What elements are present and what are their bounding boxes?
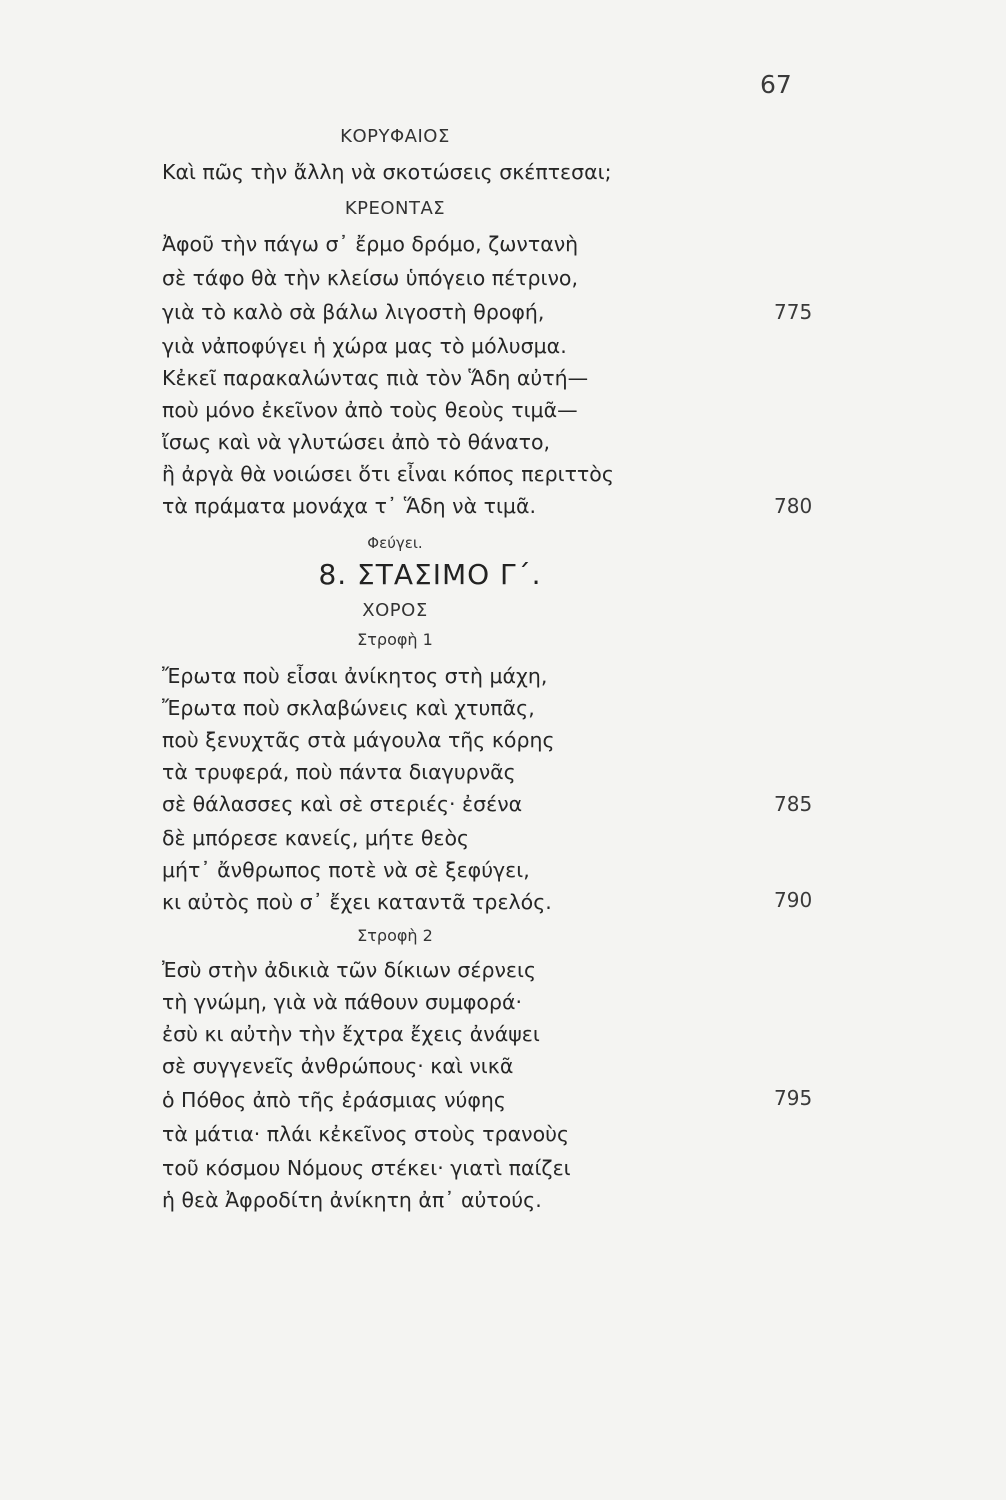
verse-line: σὲ θάλασσες καὶ σὲ στεριές· ἐσένα [162, 792, 523, 816]
verse-line: Ἐσὺ στὴν ἀδικιὰ τῶν δίκιων σέρνεις [162, 958, 536, 982]
line-number: 775 [774, 300, 813, 324]
line-number: 780 [774, 494, 813, 518]
line-number: 785 [774, 792, 813, 816]
verse-line: ἢ ἀργὰ θὰ νοιώσει ὅτι εἶναι κόπος περιττὸς [162, 462, 614, 486]
strophe-label: Στροφὴ 1 [357, 630, 433, 649]
verse-line: μήτ᾽ ἄνθρωπος ποτὲ νὰ σὲ ξεφύγει, [162, 858, 530, 882]
verse-line: σὲ συγγενεῖς ἀνθρώπους· καὶ νικᾶ [162, 1054, 514, 1078]
verse-line: Καὶ πῶς τὴν ἄλλη νὰ σκοτώσεις σκέπτεσαι; [162, 160, 612, 184]
verse-line: ποὺ ξενυχτᾶς στὰ μάγουλα τῆς κόρης [162, 728, 555, 752]
verse-line: κι αὐτὸς ποὺ σ᾽ ἔχει καταντᾶ τρελός. [162, 890, 552, 914]
verse-line: τὴ γνώμη, γιὰ νὰ πάθουν συμφορά· [162, 990, 523, 1014]
verse-line: γιὰ νἀποφύγει ἡ χώρα μας τὸ μόλυσμα. [162, 334, 567, 358]
speaker-kreontas: ΚΡΕΟΝΤΑΣ [344, 198, 446, 219]
verse-line: ποὺ μόνο ἐκεῖνον ἀπὸ τοὺς θεοὺς τιμᾶ— [162, 398, 578, 422]
speaker-koryfaios: ΚΟΡΥΦΑΙΟΣ [340, 126, 450, 147]
verse-line: Ἀφοῦ τὴν πάγω σ᾽ ἔρμο δρόμο, ζωντανὴ [162, 232, 579, 256]
section-title: 8. ΣΤΑΣΙΜΟ Γ΄. [318, 558, 542, 591]
verse-line: τὰ τρυφερά, ποὺ πάντα διαγυρνᾶς [162, 760, 516, 784]
verse-line: σὲ τάφο θὰ τὴν κλείσω ὑπόγειο πέτρινο, [162, 266, 578, 290]
speaker-chorus: ΧΟΡΟΣ [362, 600, 428, 621]
verse-line: ἡ θεὰ Ἀφροδίτη ἀνίκητη ἀπ᾽ αὐτούς. [162, 1188, 542, 1212]
verse-line: Ἔρωτα ποὺ εἶσαι ἀνίκητος στὴ μάχη, [162, 664, 548, 688]
verse-line: γιὰ τὸ καλὸ σὰ βάλω λιγοστὴ θροφή, [162, 300, 545, 324]
stage-direction: Φεύγει. [367, 534, 423, 552]
page-number: 67 [760, 70, 792, 99]
verse-line: τὰ μάτια· πλάι κἐκεῖνος στοὺς τρανοὺς [162, 1122, 570, 1146]
verse-line: Κἐκεῖ παρακαλώντας πιὰ τὸν Ἅδη αὐτή— [162, 366, 589, 390]
line-number: 790 [774, 888, 813, 912]
verse-line: τὰ πράματα μονάχα τ᾽ Ἅδη νὰ τιμᾶ. [162, 494, 537, 518]
verse-line: δὲ μπόρεσε κανείς, μήτε θεὸς [162, 826, 470, 850]
verse-line: ἐσὺ κι αὐτὴν τὴν ἔχτρα ἔχεις ἀνάψει [162, 1022, 540, 1046]
verse-line: ὁ Πόθος ἀπὸ τῆς ἐράσμιας νύφης [162, 1088, 506, 1112]
line-number: 795 [774, 1086, 813, 1110]
verse-line: Ἔρωτα ποὺ σκλαβώνεις καὶ χτυπᾶς, [162, 696, 535, 720]
verse-line: τοῦ κόσμου Νόμους στέκει· γιατὶ παίζει [162, 1156, 571, 1180]
strophe-label: Στροφὴ 2 [357, 926, 433, 945]
verse-line: ἴσως καὶ νὰ γλυτώσει ἀπὸ τὸ θάνατο, [162, 430, 551, 454]
